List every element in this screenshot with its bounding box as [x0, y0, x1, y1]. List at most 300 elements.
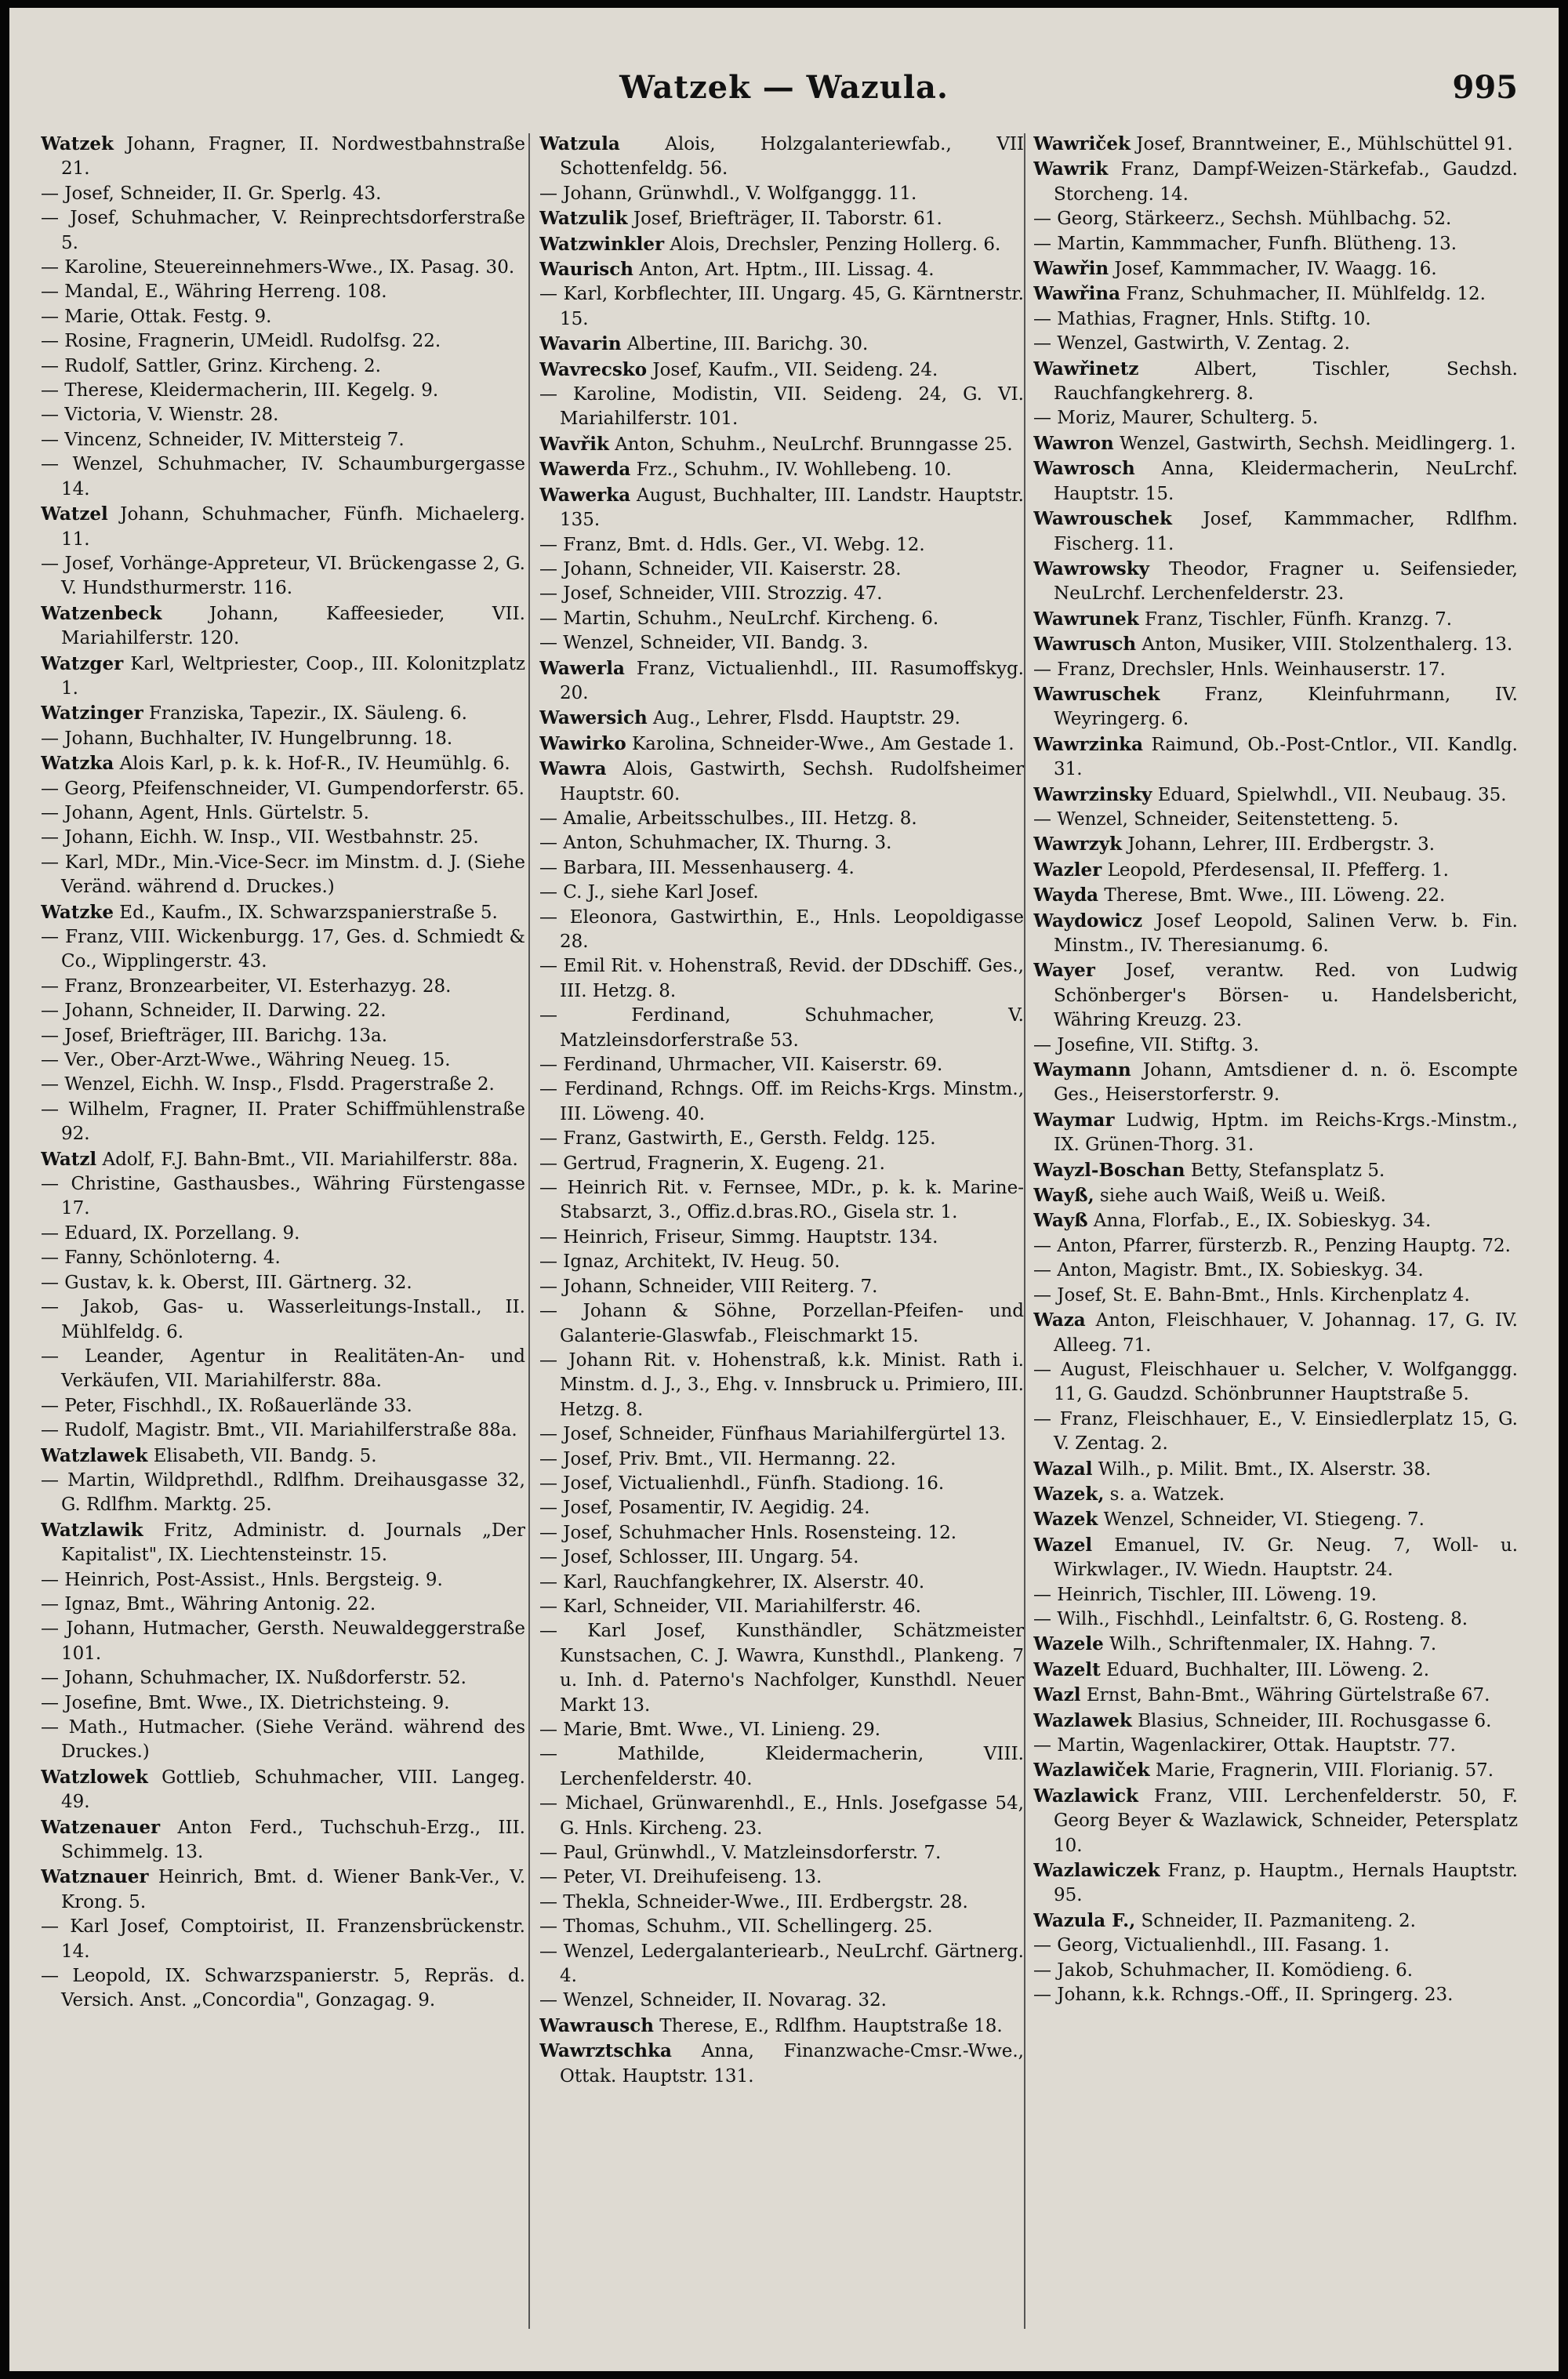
entry-surname: Wawrusch — [1033, 634, 1137, 656]
directory-entry — [41, 1295, 525, 1345]
entry-surname: Wazelt — [1033, 1658, 1101, 1680]
entry-surname: Wawrowsky — [1033, 558, 1150, 579]
directory-entry — [41, 701, 525, 726]
directory-entry — [539, 1619, 1024, 1718]
directory-entry — [539, 881, 1024, 905]
entry-text: — Josef, St. E. Bahn-Bmt., Hnls. Kirchenplatz 4. — [1033, 1284, 1470, 1306]
entry-surname: Wawerka — [539, 484, 631, 506]
entry-text: Anton, Fleischhauer, V. Johannag. 17, G. IV. Alleeg. 71. — [1054, 1310, 1518, 1356]
entry-text: — Karl Josef, Comptoirist, II. Franzensbrückenstr. 14. — [41, 1916, 525, 1962]
directory-entry — [1033, 808, 1518, 832]
entry-text: — August, Fleischhauer u. Selcher, V. Wolfganggg. 11, G. Gaudzd. Schönbrunner Hauptstraße 5. — [1033, 1359, 1518, 1405]
entry-text: — Johann, Agent, Hnls. Gürtelstr. 5. — [41, 802, 369, 823]
entry-text: — Josefine, VII. Stiftg. 3. — [1033, 1034, 1259, 1055]
entry-text: — Heinrich, Post-Assist., Hnls. Bergsteig. 9. — [41, 1569, 443, 1590]
entry-text: — Georg, Pfeifenschneider, VI. Gumpendorferstr. 65. — [41, 778, 524, 799]
entry-text: Marie, Fragnerin, VIII. Florianig. 57. — [1149, 1760, 1494, 1782]
directory-entry — [539, 1940, 1024, 1989]
entry-text: — Vincenz, Schneider, IV. Mittersteig 7. — [41, 429, 405, 450]
entry-text: Heinrich, Bmt. d. Wiener Bank-Ver., V. Krong. 5. — [61, 1867, 525, 1912]
entry-text: — Karoline, Steuereinnehmers-Wwe., IX. Pasag. 30. — [41, 257, 515, 278]
directory-entry — [41, 1666, 525, 1691]
page-title: Watzek — Wazula. — [619, 69, 949, 106]
entry-text: — Martin, Schuhm., NeuLrchf. Kircheng. 6. — [539, 608, 939, 629]
directory-entry — [1033, 157, 1518, 207]
directory-entry — [41, 1394, 525, 1418]
directory-page — [9, 8, 1559, 2371]
directory-entry — [1033, 332, 1518, 356]
directory-entry — [539, 2014, 1024, 2039]
directory-entry — [1033, 1058, 1518, 1108]
directory-entry — [1033, 1183, 1518, 1208]
entry-text: Anton, Art. Hptm., III. Lissag. 4. — [633, 260, 935, 281]
directory-entry — [41, 256, 525, 280]
directory-entry — [41, 1691, 525, 1716]
entry-surname: Watzek — [41, 133, 114, 154]
entry-text: Anna, Florfab., E., IX. Sobieskyg. 34. — [1087, 1211, 1432, 1232]
directory-entry — [1033, 1108, 1518, 1158]
entry-surname: Wawruschek — [1033, 683, 1160, 705]
entry-surname: Watzlowek — [41, 1766, 148, 1788]
entry-text: — Heinrich Rit. v. Fernsee, MDr., p. k. k. Marine-Stabsarzt, 3., Offiz.d.bras.RO., Gisela str. 1. — [539, 1178, 1024, 1223]
directory-entry — [539, 757, 1024, 807]
entry-text: — Wenzel, Eichh. W. Insp., Flsdd. Pragerstraße 2. — [41, 1074, 495, 1095]
directory-entry — [1033, 1658, 1518, 1683]
entry-text: — Mathias, Fragner, Hnls. Stiftg. 10. — [1033, 308, 1371, 329]
entry-text: Albert, Tischler, Sechsh. Rauchfangkehrerg. 8. — [1054, 358, 1518, 405]
entry-text: — Marie, Bmt. Wwe., VI. Linieng. 29. — [539, 1720, 881, 1740]
directory-entry — [41, 329, 525, 354]
directory-entry — [41, 975, 525, 999]
entry-surname: Wawriček — [1033, 133, 1131, 154]
entry-text: August, Buchhalter, III. Landstr. Hauptstr. 135. — [560, 485, 1024, 531]
entry-text: — Mandal, E., Währing Herreng. 108. — [41, 281, 387, 303]
entry-text: Adolf, F.J. Bahn-Bmt., VII. Mariahilferstr. 88a. — [96, 1149, 518, 1170]
directory-entry — [1033, 1457, 1518, 1482]
entry-text: Eduard, Buchhalter, III. Löweng. 2. — [1100, 1659, 1430, 1680]
entry-text: — Ferdinand, Schuhmacher, V. Matzleinsdorferstraße 53. — [539, 1005, 1024, 1051]
directory-entry — [1033, 1734, 1518, 1758]
entry-text: — Mathilde, Kleidermacherin, VIII. Lerchenfelderstr. 40. — [539, 1744, 1024, 1789]
entry-surname: Watzel — [41, 503, 108, 525]
entry-text: — Josef, Schuhmacher, V. Reinprechtsdorferstraße 5. — [41, 208, 525, 253]
entry-text: — Josef, Priv. Bmt., VII. Hermanng. 22. — [539, 1448, 896, 1469]
entry-text: — Ferdinand, Rchngs. Off. im Reichs-Krgs. Minstm., III. Löweng. 40. — [539, 1079, 1024, 1124]
directory-entry — [1033, 1482, 1518, 1507]
entry-surname: Wawron — [1033, 432, 1114, 454]
entry-text: — Josef, Schlosser, III. Ungarg. 54. — [539, 1547, 859, 1568]
entry-text: Josef, Briefträger, II. Taborstr. 61. — [627, 209, 942, 230]
directory-entry — [539, 206, 1024, 231]
directory-entry — [539, 1915, 1024, 1939]
entry-text: Alois, Drechsler, Penzing Hollerg. 6. — [664, 234, 1001, 255]
directory-entry — [1033, 1358, 1518, 1407]
directory-entry — [539, 1521, 1024, 1545]
entry-text: — Josef, Schneider, II. Gr. Sperlg. 43. — [41, 183, 382, 204]
entry-surname: Wazal — [1033, 1458, 1093, 1480]
entry-text: — Eleonora, Gastwirthin, E., Hnls. Leopoldigasse 28. — [539, 906, 1024, 952]
directory-entry — [539, 607, 1024, 631]
directory-entry — [41, 132, 525, 182]
directory-entry — [41, 1073, 525, 1097]
entry-text: — Johann, Schneider, II. Darwing. 22. — [41, 1001, 387, 1022]
directory-entry — [41, 1418, 525, 1443]
directory-entry — [539, 856, 1024, 881]
entry-surname: Watzinger — [41, 703, 143, 725]
entry-text: Karl, Weltpriester, Coop., III. Kolonitzplatz 1. — [61, 653, 525, 699]
directory-entry — [539, 1004, 1024, 1053]
entry-text: — Anton, Pfarrer, fürsterzb. R., Penzing Hauptg. 72. — [1033, 1235, 1511, 1256]
entry-text: — Amalie, Arbeitsschulbes., III. Hetzg. 8. — [539, 808, 917, 829]
entry-surname: Watzlawik — [41, 1519, 143, 1541]
entry-text: Fritz, Administr. d. Journals „Der Kapitalist", IX. Liechtensteinstr. 15. — [61, 1520, 525, 1566]
directory-entry — [41, 1172, 525, 1222]
directory-entry — [1033, 281, 1518, 307]
entry-surname: Wawra — [539, 758, 607, 780]
entry-surname: Wawrouschek — [1033, 508, 1172, 530]
entry-text: — Anton, Magistr. Bmt., IX. Sobieskyg. 34. — [1033, 1260, 1424, 1281]
directory-entry — [539, 1792, 1024, 1841]
entry-text: — Johann, Eichh. W. Insp., VII. Westbahnstr. 25. — [41, 827, 479, 848]
directory-entry — [41, 354, 525, 379]
entry-surname: Wayß — [1033, 1210, 1088, 1232]
directory-entry — [41, 1617, 525, 1666]
directory-entry — [1033, 1208, 1518, 1233]
entry-text: — C. J., siehe Karl Josef. — [539, 882, 759, 903]
entry-surname: Waydowicz — [1033, 910, 1143, 932]
entry-surname: Watznauer — [41, 1866, 149, 1888]
directory-entry — [539, 1422, 1024, 1447]
entry-surname: Watzka — [41, 753, 114, 775]
entry-text: Alois Karl, p. k. k. Hof-R., IV. Heumühlg. 6. — [114, 754, 510, 775]
directory-entry — [539, 1226, 1024, 1250]
directory-entry — [539, 1127, 1024, 1151]
directory-entry — [1033, 658, 1518, 682]
directory-column-1 — [41, 132, 525, 2343]
entry-text: Anton, Musiker, VIII. Stolzenthalerg. 13. — [1136, 634, 1513, 656]
directory-entry — [1033, 1784, 1518, 1858]
directory-entry — [539, 732, 1024, 757]
directory-entry — [41, 452, 525, 502]
directory-entry — [41, 751, 525, 776]
directory-entry — [539, 1742, 1024, 1792]
directory-entry — [539, 1349, 1024, 1422]
entry-text: — Karl, Korbflechter, III. Ungarg. 45, G. Kärntnerstr. 15. — [539, 284, 1024, 329]
directory-entry — [1033, 1583, 1518, 1607]
entry-text: — Franz, VIII. Wickenburgg. 17, Ges. d. Schmiedt & Co., Wipplingerstr. 43. — [41, 927, 525, 972]
entry-text: — Wenzel, Schneider, II. Novarag. 32. — [539, 1990, 887, 2011]
directory-entry — [1033, 832, 1518, 857]
directory-entry — [41, 601, 525, 652]
entry-surname: Watzenauer — [41, 1816, 161, 1838]
directory-entry — [41, 1915, 525, 1964]
entry-text: Karolina, Schneider-Wwe., Am Gestade 1. — [626, 733, 1014, 754]
entry-text: Josef, verantw. Red. von Ludwig Schönberger's Börsen- u. Handelsbericht, Währing Kreuzg. 23. — [1054, 961, 1518, 1031]
directory-entry — [41, 428, 525, 452]
entry-text: Anna, Kleidermacherin, NeuLrchf. Hauptstr. 15. — [1054, 459, 1518, 504]
directory-entry — [41, 777, 525, 801]
entry-surname: Wazlawiček — [1033, 1760, 1150, 1782]
directory-entry — [41, 1716, 525, 1765]
entry-text: — Wilh., Fischhdl., Leinfaltstr. 6, G. Rosteng. 8. — [1033, 1608, 1468, 1629]
entry-text: Franziska, Tapezir., IX. Säuleng. 6. — [143, 703, 467, 725]
directory-entry — [539, 1299, 1024, 1349]
entry-text: — Jakob, Schuhmacher, II. Komödieng. 6. — [1033, 1959, 1414, 1981]
entry-text: Anton, Schuhm., NeuLrchf. Brunngasse 25. — [608, 434, 1013, 455]
directory-entry — [41, 1345, 525, 1394]
entry-text: — Christine, Gasthausbes., Währing Fürstengasse 17. — [41, 1174, 525, 1219]
directory-entry — [41, 1444, 525, 1469]
entry-text: Josef, Branntweiner, E., Mühlschüttel 91. — [1130, 134, 1513, 154]
entry-text: — Gustav, k. k. Oberst, III. Gärtnerg. 32. — [41, 1272, 412, 1293]
entry-text: Anton Ferd., Tuchschuh-Erzg., III. Schimmelg. 13. — [61, 1817, 525, 1863]
entry-surname: Wazlawek — [1033, 1709, 1132, 1731]
entry-surname: Wazl — [1033, 1684, 1081, 1706]
directory-entry — [41, 1024, 525, 1048]
entry-text: — Rudolf, Sattler, Grinz. Kircheng. 2. — [41, 355, 381, 376]
entry-text: Wenzel, Gastwirth, Sechsh. Meidlingerg. 1. — [1113, 433, 1516, 454]
entry-text: Ed., Kaufm., IX. Schwarzspanierstraße 5. — [114, 902, 498, 923]
entry-surname: Wawrzinsky — [1033, 783, 1152, 805]
directory-entry — [41, 999, 525, 1023]
entry-surname: Wazele — [1033, 1633, 1104, 1655]
entry-text: — Josef, Posamentir, IV. Aegidig. 24. — [539, 1498, 870, 1519]
directory-entry — [539, 332, 1024, 357]
column-divider — [1024, 133, 1025, 2329]
entry-text: Wilh., Schriftenmaler, IX. Hahng. 7. — [1103, 1634, 1437, 1655]
entry-text: — Johann, Buchhalter, IV. Hungelbrunng. 18. — [41, 728, 453, 749]
directory-entry — [41, 206, 525, 256]
entry-text: — Ignaz, Bmt., Währing Antonig. 22. — [41, 1593, 376, 1614]
directory-entry — [1033, 909, 1518, 959]
entry-text: Johann, Kaffeesieder, VII. Mariahilferstr. 120. — [61, 603, 525, 649]
entry-text: — Johann & Söhne, Porzellan-Pfeifen- und Galanterie-Glaswfab., Fleischmarkt 15. — [539, 1301, 1024, 1346]
entry-text: Alois, Holzgalanteriewfab., VII Schottenfeldg. 56. — [560, 134, 1024, 180]
directory-entry — [41, 900, 525, 925]
entry-surname: Wawrunek — [1033, 608, 1139, 630]
directory-entry — [539, 432, 1024, 457]
entry-surname: Wazek, — [1033, 1483, 1105, 1505]
directory-entry — [1033, 1683, 1518, 1708]
directory-entry — [41, 379, 525, 403]
entry-text: Johann, Fragner, II. Nordwestbahnstraße 21. — [61, 134, 525, 180]
entry-text: Aug., Lehrer, Flsdd. Hauptstr. 29. — [647, 708, 960, 729]
directory-entry — [41, 1048, 525, 1073]
entry-text: — Martin, Kammmacher, Funfh. Blütheng. 13. — [1033, 233, 1457, 254]
entry-text: — Wenzel, Schuhmacher, IV. Schaumburgergasse 14. — [41, 454, 525, 499]
entry-text: — Josef, Schneider, Fünfhaus Mariahilfergürtel 13. — [539, 1424, 1006, 1445]
directory-entry — [539, 483, 1024, 533]
entry-text: — Josef, Schuhmacher Hnls. Rosensteing. 12. — [539, 1522, 957, 1543]
entry-text: — Wenzel, Ledergalanteriearb., NeuLrchf. Gärtnerg. 4. — [539, 1941, 1024, 1987]
directory-entry — [539, 132, 1024, 182]
entry-text: — Franz, Gastwirth, E., Gersth. Feldg. 125. — [539, 1128, 936, 1150]
entry-text: — Franz, Bronzearbeiter, VI. Esterhazyg. 28. — [41, 975, 452, 997]
entry-surname: Wayß, — [1033, 1185, 1094, 1207]
entry-surname: Wawřinetz — [1033, 358, 1139, 380]
directory-entry — [539, 1841, 1024, 1865]
directory-entry — [539, 182, 1024, 206]
directory-entry — [41, 1568, 525, 1593]
entry-text: — Rudolf, Magistr. Bmt., VII. Mariahilferstraße 88a. — [41, 1420, 517, 1441]
directory-entry — [41, 182, 525, 206]
directory-entry — [539, 1595, 1024, 1619]
entry-surname: Wazlawiczek — [1033, 1860, 1160, 1882]
entry-surname: Waymann — [1033, 1059, 1131, 1081]
entry-text: — Karl Josef, Kunsthändler, Schätzmeister Kunstsachen, C. J. Wawra, Kunsthdl., Plankeng. 7 u. Inh. d. Paterno's Nachfolger, Kunsthdl. Neuer Markt 13. — [539, 1621, 1024, 1716]
entry-text: Theodor, Fragner u. Seifensieder, NeuLrchf. Lerchenfelderstr. 23. — [1054, 558, 1518, 605]
entry-text: Betty, Stefansplatz 5. — [1185, 1160, 1385, 1181]
entry-text: — Wenzel, Gastwirth, V. Zentag. 2. — [1033, 333, 1350, 354]
entry-text: Franz, Tischler, Fünfh. Kranzg. 7. — [1138, 608, 1453, 630]
entry-text: — Johann, Schneider, VIII Reiterg. 7. — [539, 1276, 878, 1297]
directory-entry — [1033, 431, 1518, 456]
entry-text: Franz, Schuhmacher, II. Mühlfeldg. 12. — [1120, 284, 1486, 305]
entry-text: — Martin, Wagenlackirer, Ottak. Hauptstr. 77. — [1033, 1735, 1456, 1756]
page-number: 995 — [1452, 69, 1518, 106]
directory-entry — [1033, 1158, 1518, 1183]
entry-text: — Josef, Schneider, VIII. Strozzig. 47. — [539, 583, 883, 605]
entry-text: Eduard, Spielwhdl., VII. Neubaug. 35. — [1152, 784, 1507, 805]
directory-entry — [41, 801, 525, 826]
entry-text: Blasius, Schneider, III. Rochusgasse 6. — [1131, 1710, 1492, 1731]
entry-text: — Eduard, IX. Porzellang. 9. — [41, 1222, 300, 1244]
directory-entry — [539, 232, 1024, 257]
directory-entry — [1033, 256, 1518, 281]
directory-entry — [539, 358, 1024, 383]
entry-surname: Watzula — [539, 133, 620, 154]
directory-entry — [41, 1246, 525, 1270]
entry-text: — Math., Hutmacher. (Siehe Veränd. während des Druckes.) — [41, 1717, 525, 1763]
directory-entry — [539, 1989, 1024, 2013]
entry-text: Wenzel, Schneider, VI. Stiegeng. 7. — [1098, 1509, 1425, 1531]
entry-text: — Peter, VI. Dreihufeiseng. 13. — [539, 1867, 822, 1888]
entry-surname: Watzenbeck — [41, 602, 162, 624]
directory-entry — [41, 403, 525, 427]
directory-entry — [1033, 1983, 1518, 2007]
entry-text: — Johann, Schneider, VII. Kaiserstr. 28. — [539, 558, 902, 579]
directory-entry — [1033, 883, 1518, 908]
entry-text: — Ferdinand, Uhrmacher, VII. Kaiserstr. 69. — [539, 1055, 943, 1076]
entry-text: — Josef, Vorhänge-Appreteur, VI. Brückengasse 2, G. V. Hundsthurmerstr. 116. — [41, 553, 525, 599]
entry-text: — Franz, Drechsler, Hnls. Weinhauserstr. 17. — [1033, 659, 1446, 680]
entry-text: Franz, VIII. Lerchenfelderstr. 50, F. Georg Beyer & Wazlawick, Schneider, Petersplatz 10. — [1054, 1785, 1518, 1856]
directory-entry — [539, 1472, 1024, 1496]
entry-surname: Wayda — [1033, 884, 1099, 906]
entry-text: Gottlieb, Schuhmacher, VIII. Langeg. 49. — [61, 1767, 525, 1813]
entry-text: — Georg, Victualienhdl., III. Fasang. 1. — [1033, 1935, 1390, 1956]
entry-text: — Wenzel, Schneider, VII. Bandg. 3. — [539, 633, 869, 654]
directory-entry — [539, 1865, 1024, 1890]
entry-text: — Peter, Fischhdl., IX. Roßauerlände 33. — [41, 1395, 412, 1416]
entry-text: Emanuel, IV. Gr. Neug. 7, Woll- u. Wirkwlager., IV. Wiedn. Hauptstr. 24. — [1054, 1535, 1518, 1581]
entry-text: s. a. Watzek. — [1104, 1484, 1225, 1505]
directory-entry — [1033, 456, 1518, 507]
entry-text: Therese, Bmt. Wwe., III. Löweng. 22. — [1098, 885, 1446, 906]
directory-entry — [539, 656, 1024, 706]
entry-surname: Wawrik — [1033, 158, 1109, 180]
directory-entry — [41, 1518, 525, 1568]
entry-text: Frz., Schuhm., IV. Wohllebeng. 10. — [630, 459, 952, 481]
directory-entry — [1033, 1632, 1518, 1657]
entry-text: Wilh., p. Milit. Bmt., IX. Alserstr. 38. — [1092, 1458, 1432, 1480]
directory-entry — [41, 652, 525, 702]
entry-text: Josef, Kammmacher, IV. Waagg. 16. — [1109, 259, 1437, 280]
entry-surname: Wawrausch — [539, 2014, 654, 2036]
directory-entry — [1033, 1234, 1518, 1259]
entry-text: — Martin, Wildprethdl., Rdlfhm. Dreihausgasse 32, G. Rdlfhm. Marktg. 25. — [41, 1469, 525, 1516]
directory-entry — [41, 851, 525, 900]
directory-entry — [1033, 406, 1518, 430]
entry-text: — Heinrich, Tischler, III. Löweng. 19. — [1033, 1584, 1377, 1605]
entry-text: — Georg, Stärkeerz., Sechsh. Mühlbachg. 52. — [1033, 209, 1452, 230]
entry-text: — Moriz, Maurer, Schulterg. 5. — [1033, 408, 1319, 429]
entry-text: Johann, Schuhmacher, Fünfh. Michaelerg. 11. — [61, 504, 525, 550]
entry-surname: Watzulik — [539, 208, 628, 230]
directory-entry — [41, 727, 525, 751]
entry-text: Albertine, III. Barichg. 30. — [621, 334, 869, 355]
directory-entry — [1033, 682, 1518, 732]
entry-surname: Wawerla — [539, 657, 625, 679]
entry-surname: Watzl — [41, 1148, 97, 1170]
directory-entry — [41, 826, 525, 850]
entry-text: Alois, Gastwirth, Sechsh. Rudolfsheimer Hauptstr. 60. — [560, 759, 1024, 805]
entry-text: Elisabeth, VII. Bandg. 5. — [147, 1445, 377, 1466]
entry-text: — Gertrud, Fragnerin, X. Eugeng. 21. — [539, 1153, 885, 1174]
entry-text: Therese, E., Rdlfhm. Hauptstraße 18. — [653, 2015, 1003, 2036]
entry-text: — Franz, Bmt. d. Hdls. Ger., VI. Webg. 12. — [539, 534, 925, 555]
directory-entry — [1033, 1607, 1518, 1632]
directory-entry — [41, 1765, 525, 1815]
directory-entry — [539, 1718, 1024, 1742]
directory-entry — [41, 1865, 525, 1915]
entry-surname: Wazek — [1033, 1509, 1098, 1531]
directory-entry — [1033, 1758, 1518, 1783]
entry-text: — Leopold, IX. Schwarzspanierstr. 5, Repräs. d. Versich. Anst. „Concordia", Gonzagag. 9. — [41, 1966, 525, 2011]
entry-text: — Heinrich, Friseur, Simmg. Hauptstr. 134. — [539, 1226, 938, 1248]
directory-entry — [539, 807, 1024, 831]
directory-entry — [1033, 958, 1518, 1033]
entry-text: — Paul, Grünwhdl., V. Matzleinsdorferstr. 7. — [539, 1843, 942, 1864]
entry-text: — Thekla, Schneider-Wwe., III. Erdbergstr. 28. — [539, 1891, 968, 1912]
entry-text: Leopold, Pferdesensal, II. Pfefferg. 1. — [1102, 859, 1449, 881]
directory-entry — [41, 925, 525, 975]
entry-surname: Wawrosch — [1033, 458, 1135, 480]
directory-entry — [1033, 557, 1518, 607]
directory-entry — [1033, 307, 1518, 332]
directory-entry — [1033, 132, 1518, 157]
directory-column-2 — [539, 132, 1024, 2343]
entry-text: — Rosine, Fragnerin, UMeidl. Rudolfsg. 22. — [41, 331, 441, 352]
directory-entry — [539, 1152, 1024, 1176]
entry-text: Raimund, Ob.-Post-Cntlor., VII. Kandlg. 31. — [1054, 734, 1518, 780]
entry-surname: Wawřina — [1033, 283, 1121, 305]
entry-text: — Josef, Briefträger, III. Barichg. 13a. — [41, 1025, 388, 1046]
entry-text: — Ver., Ober-Arzt-Wwe., Währing Neueg. 15. — [41, 1050, 451, 1071]
entry-surname: Waurisch — [539, 259, 633, 281]
directory-entry — [539, 706, 1024, 731]
directory-entry — [1033, 1909, 1518, 1934]
entry-text: — Karl, MDr., Min.-Vice-Secr. im Minstm. d. J. (Siehe Veränd. während d. Druckes.) — [41, 852, 525, 898]
entry-text: — Michael, Grünwarenhdl., E., Hnls. Josefgasse 54, G. Hnls. Kircheng. 23. — [539, 1793, 1024, 1839]
entry-surname: Watzger — [41, 652, 124, 674]
entry-text: Anna, Finanzwache-Cmsr.-Wwe., Ottak. Hauptstr. 131. — [560, 2041, 1024, 2087]
entry-text: — Fanny, Schönloterng. 4. — [41, 1248, 281, 1269]
directory-entry — [1033, 1533, 1518, 1583]
entry-surname: Wawrztschka — [539, 2040, 672, 2062]
entry-text: — Anton, Schuhmacher, IX. Thurng. 3. — [539, 833, 892, 854]
directory-entry — [41, 1469, 525, 1518]
